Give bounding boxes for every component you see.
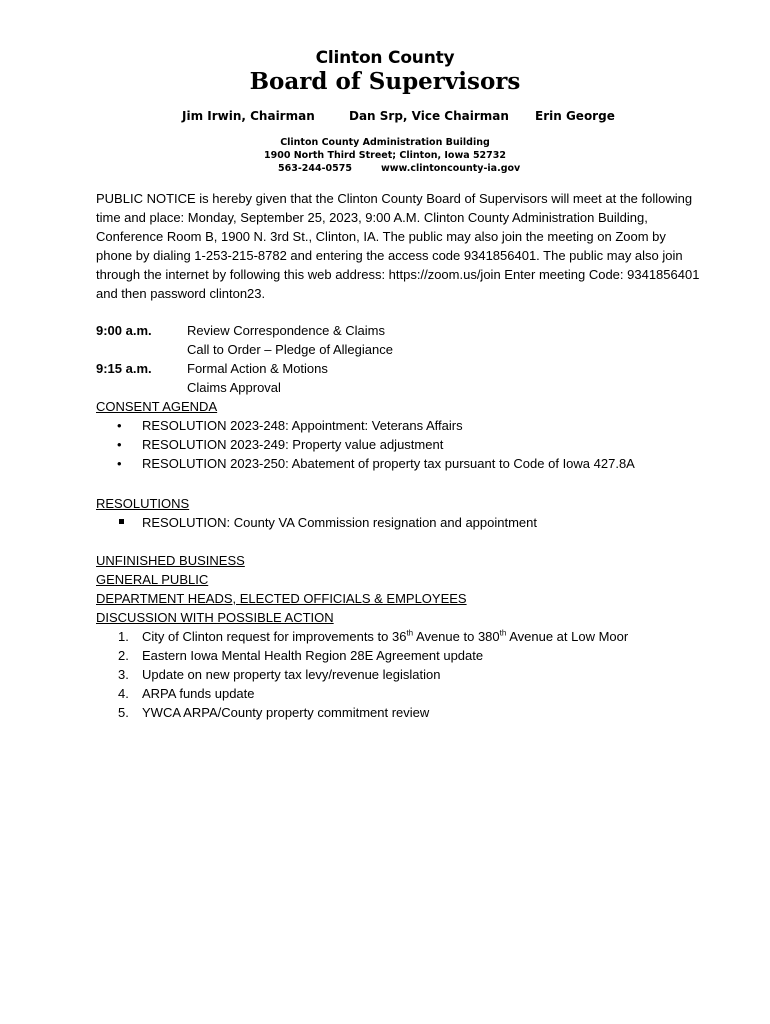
unfinished-business-heading: UNFINISHED BUSINESS: [96, 553, 245, 568]
public-notice-paragraph: PUBLIC NOTICE is hereby given that the Clinton County Board of Supervisors will meet at the following time and place: Monday, September 25, 2023, 9:00 A.M. Clinton County Administration Building, Conference Room B, 1900 N. 3rd St., Clinton, IA. The public may also join the meeting on Zoom by phone by dialing 1-253-215-8782 and entering the access code 9341856401. The public may also join through the internet by following this web address: https://zoom.us/join Enter meeting Code: 9341856401 and then password clinton23.: [96, 191, 700, 301]
bullet-icon: •: [117, 418, 122, 433]
list-number: 3.: [118, 667, 129, 682]
agenda-item: Formal Action & Motions: [187, 361, 328, 376]
time-9-15: 9:15 a.m.: [96, 361, 152, 376]
officer-chairman: Jim Irwin, Chairman: [182, 109, 315, 123]
discussion-item: City of Clinton request for improvements to 36th Avenue to 380th Avenue at Low Moor: [142, 628, 629, 644]
website-link[interactable]: www.clintoncounty-ia.gov: [381, 163, 521, 174]
square-bullet-icon: [119, 519, 124, 524]
discussion-item: Update on new property tax levy/revenue legislation: [142, 667, 441, 682]
agenda-item: Call to Order – Pledge of Allegiance: [187, 342, 393, 357]
bullet-icon: •: [117, 437, 122, 452]
consent-agenda-heading: CONSENT AGENDA: [96, 399, 218, 414]
list-number: 5.: [118, 705, 129, 720]
discussion-item: ARPA funds update: [142, 686, 255, 701]
officers-line: [0, 109, 770, 127]
consent-item: RESOLUTION 2023-248: Appointment: Veterans Affairs: [142, 418, 463, 433]
officer-member: Erin George: [535, 109, 615, 123]
discussion-item: Eastern Iowa Mental Health Region 28E Agreement update: [142, 648, 484, 663]
consent-item: RESOLUTION 2023-250: Abatement of property tax pursuant to Code of Iowa 427.8A: [142, 456, 635, 471]
agenda-item: Review Correspondence & Claims: [187, 323, 385, 338]
list-number: 4.: [118, 686, 129, 701]
consent-item: RESOLUTION 2023-249: Property value adjustment: [142, 437, 444, 452]
address-building: Clinton County Administration Building: [280, 137, 490, 148]
resolution-item: RESOLUTION: County VA Commission resignation and appointment: [142, 515, 537, 530]
discussion-heading: DISCUSSION WITH POSSIBLE ACTION: [96, 610, 334, 625]
officer-vice-chairman: Dan Srp, Vice Chairman: [349, 109, 509, 123]
address-street: 1900 North Third Street; Clinton, Iowa 52732: [263, 150, 507, 161]
discussion-item: YWCA ARPA/County property commitment review: [142, 705, 430, 720]
general-public-heading: GENERAL PUBLIC: [96, 572, 209, 587]
phone-number: 563-244-0575: [278, 163, 352, 174]
contact-line: [0, 163, 770, 177]
list-number: 2.: [118, 648, 129, 663]
org-name: Clinton County: [315, 48, 455, 68]
department-heads-heading: DEPARTMENT HEADS, ELECTED OFFICIALS & EMPLOYEES: [96, 591, 467, 606]
board-title: Board of Supervisors: [249, 68, 521, 95]
resolutions-heading: RESOLUTIONS: [96, 496, 190, 511]
list-number: 1.: [118, 629, 129, 644]
time-9-00: 9:00 a.m.: [96, 323, 152, 338]
bullet-icon: •: [117, 456, 122, 471]
agenda-item: Claims Approval: [187, 380, 281, 395]
